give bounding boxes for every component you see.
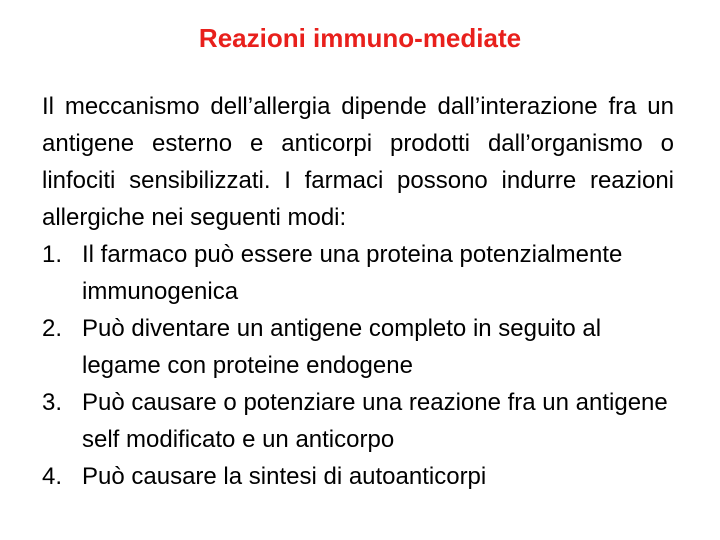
list-item (42, 310, 674, 384)
list-item-text: Il farmaco può essere una proteina potenzialmente immunogenica (82, 241, 623, 305)
list-item-text: Può causare la sintesi di autoanticorpi (82, 463, 487, 490)
list-item-number: 3. (42, 389, 63, 416)
slide-title: Reazioni immuno-mediate (198, 23, 522, 53)
numbered-list (42, 236, 674, 495)
list-item-number: 1. (42, 241, 63, 268)
slide-body (42, 88, 674, 495)
list-item-text: Può causare o potenziare una reazione fra un antigene self modificato e un anticorpo (82, 389, 668, 453)
list-item-number: 4. (42, 463, 63, 490)
list-item (42, 458, 674, 495)
intro-paragraph: Il meccanismo dell’allergia dipende dall’interazione fra un antigene esterno e anticorpi prodotti dall’organismo o linfociti sensibilizzati. I farmaci possono indurre reazioni allergiche nei seguenti modi: (42, 93, 674, 231)
list-item-text: Può diventare un antigene completo in seguito al legame con proteine endogene (82, 315, 602, 379)
list-item (42, 236, 674, 310)
list-item-number: 2. (42, 315, 63, 342)
list-item (42, 384, 674, 458)
